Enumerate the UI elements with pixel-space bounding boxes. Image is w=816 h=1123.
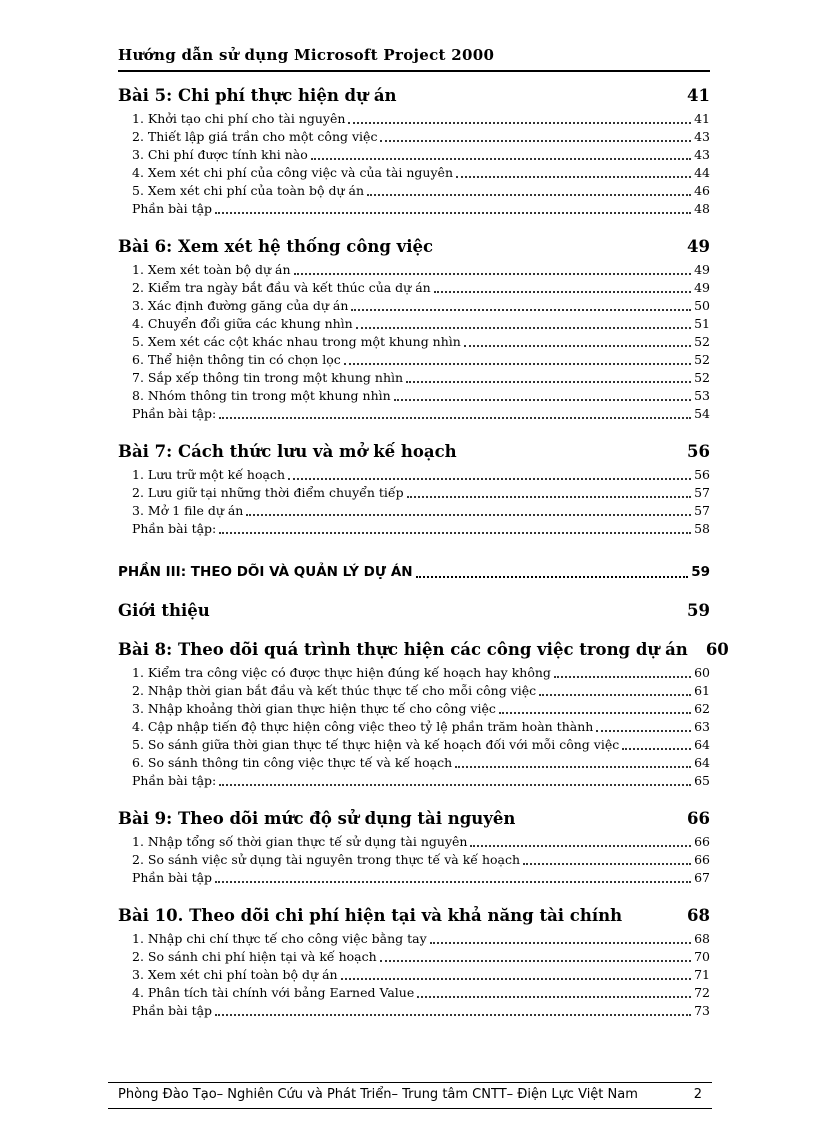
toc-leader-dots [311,158,691,160]
toc-section-heading [118,640,729,660]
toc-item-label: 1. Lưu trữ một kế hoạch [132,467,285,482]
toc-item [118,484,710,502]
toc-item-label: Phần bài tập [132,1003,213,1018]
toc-section [118,640,729,790]
toc-item-page-number: 71 [694,967,710,982]
toc-section-title: Bài 5: Chi phí thực hiện dự án [118,86,397,105]
toc-item [118,333,710,351]
toc-leader-dots [356,327,691,329]
toc-item [118,664,710,682]
footer-text: Phòng Đào Tạo– Nghiên Cứu và Phát Triển– Trung tâm CNTT– Điện Lực Việt Nam [118,1087,638,1102]
toc-item [118,200,710,218]
toc-item-page-number: 63 [694,719,710,734]
toc-leader-dots [294,273,692,275]
toc-leader-dots [380,960,691,962]
toc-leader-dots [351,309,691,311]
toc-section [118,86,710,218]
toc-item-label: 6. So sánh thông tin công việc thực tế và kế hoạch [132,755,453,770]
toc-section-heading [118,601,710,621]
toc-item-page-number: 57 [694,485,710,500]
toc-item [118,718,710,736]
toc-leader-dots [622,748,691,750]
toc-section-page-number: 59 [687,601,710,620]
toc-item-label: Phần bài tập: [132,406,217,421]
toc-section [118,237,710,423]
toc-item-label: Phần bài tập: [132,773,217,788]
toc-section-title: Bài 10. Theo dõi chi phí hiện tại và khả năng tài chính [118,906,623,925]
toc-item [118,984,710,1002]
page-content [118,46,729,1020]
toc-item-label: 5. Xem xét chi phí của toàn bộ dự án [132,183,365,198]
toc-leader-dots [219,784,691,786]
toc-leader-dots [215,881,691,883]
toc-item-label: 2. So sánh việc sử dụng tài nguyên trong thực tế và kế hoạch [132,852,521,867]
toc-section-title: Giới thiệu [118,601,210,620]
toc-item-label: 2. Kiểm tra ngày bắt đầu và kết thúc của dự án [132,280,431,295]
toc-section [118,601,710,621]
toc-leader-dots [434,291,691,293]
toc-leader-dots [470,845,691,847]
toc-item-label: 1. Nhập chi chí thực tế cho công việc bằng tay [132,931,427,946]
toc-item [118,351,710,369]
toc-item-page-number: 54 [694,406,710,421]
toc-item-page-number: 66 [694,852,710,867]
toc-section-title: Bài 7: Cách thức lưu và mở kế hoạch [118,442,457,461]
toc-item [118,146,710,164]
toc-item-page-number: 56 [694,467,710,482]
toc-item [118,164,710,182]
footer-bottom-rule [108,1108,712,1109]
toc-item-page-number: 57 [694,503,710,518]
toc-item-page-number: 51 [694,316,710,331]
toc-leader-dots [215,1014,691,1016]
toc-leader-dots [416,576,689,578]
toc-section-heading [118,442,710,462]
toc-leader-dots [407,496,691,498]
toc-item-page-number: 41 [694,111,710,126]
toc-item-label: 2. So sánh chi phí hiện tại và kế hoạch [132,949,377,964]
toc-item [118,279,710,297]
toc-item-label: 4. Phân tích tài chính với bảng Earned Value [132,985,415,1000]
toc-item-label: 3. Xem xét chi phí toàn bộ dự án [132,967,338,982]
toc-item-label: 8. Nhóm thông tin trong một khung nhìn [132,388,391,403]
toc-leader-dots [219,532,691,534]
toc-leader-dots [246,514,691,516]
toc-item-label: 4. Xem xét chi phí của công việc và của tài nguyên [132,165,453,180]
toc-item-label: 1. Kiểm tra công việc có được thực hiện đúng kế hoạch hay không [132,665,551,680]
toc-leader-dots [430,942,691,944]
toc-item [118,182,710,200]
toc-section [118,562,710,582]
toc-section-heading [118,237,710,257]
page-footer [108,1082,712,1109]
footer-line [108,1083,712,1108]
toc-leader-dots [499,712,691,714]
toc-leader-dots [380,140,691,142]
toc-item [118,754,710,772]
toc-item-label: 6. Thể hiện thông tin có chọn lọc [132,352,341,367]
toc-item-page-number: 64 [694,755,710,770]
toc-item-page-number: 73 [694,1003,710,1018]
toc-section-heading [118,906,710,926]
toc-leader-dots [539,694,691,696]
toc-leader-dots [344,363,691,365]
toc-item [118,851,710,869]
toc-section-page-number: 41 [687,86,710,105]
toc-item [118,869,710,887]
toc-item-label: 1. Khởi tạo chi phí cho tài nguyên [132,111,346,126]
toc-leader-dots [348,122,691,124]
toc-leader-dots [367,194,691,196]
toc-leader-dots [288,478,691,480]
toc-item [118,966,710,984]
toc-item [118,315,710,333]
toc-leader-dots [215,212,691,214]
toc-leader-dots [417,996,691,998]
toc-section-title: Bài 8: Theo dõi quá trình thực hiện các công việc trong dự án [118,640,688,659]
toc-item-label: 3. Mở 1 file dự án [132,503,244,518]
toc-item-page-number: 67 [694,870,710,885]
page-header [118,46,710,72]
toc-item-page-number: 52 [694,370,710,385]
toc-item-page-number: 49 [694,280,710,295]
toc-item-label: 5. Xem xét các cột khác nhau trong một khung nhìn [132,334,461,349]
toc-section-page-number: 59 [691,564,710,580]
toc-item-page-number: 52 [694,334,710,349]
toc-item-label: 7. Sắp xếp thông tin trong một khung nhìn [132,370,404,385]
toc-item-page-number: 64 [694,737,710,752]
toc-item-label: 3. Nhập khoảng thời gian thực hiện thực tế cho công việc [132,701,496,716]
toc-section-page-number: 66 [687,809,710,828]
toc-item-label: 1. Xem xét toàn bộ dự án [132,262,291,277]
toc-item-page-number: 46 [694,183,710,198]
toc-item-label: Phần bài tập [132,201,213,216]
header-rule [118,70,710,72]
toc-item-label: Phần bài tập: [132,521,217,536]
toc-item-label: 1. Nhập tổng số thời gian thực tế sử dụng tài nguyên [132,834,468,849]
toc-item-page-number: 61 [694,683,710,698]
toc-section-heading [118,809,710,829]
toc-item [118,682,710,700]
toc-item [118,1002,710,1020]
toc-section-page-number: 56 [687,442,710,461]
toc-section-title: Bài 9: Theo dõi mức độ sử dụng tài nguyên [118,809,516,828]
toc-item [118,128,710,146]
toc-leader-dots [596,730,691,732]
toc-leader-dots [219,417,691,419]
toc-leader-dots [455,766,691,768]
toc-item-page-number: 65 [694,773,710,788]
toc-item [118,502,710,520]
toc-item-page-number: 43 [694,129,710,144]
toc-item-label: 2. Nhập thời gian bắt đầu và kết thúc thực tế cho mỗi công việc [132,683,537,698]
toc-item-label: Phần bài tập [132,870,213,885]
toc-item-page-number: 68 [694,931,710,946]
toc-leader-dots [394,399,691,401]
toc-leader-dots [464,345,691,347]
header-title: Hướng dẫn sử dụng Microsoft Project 2000 [118,46,495,64]
toc-item-label: 2. Thiết lập giá trần cho một công việc [132,129,378,144]
toc-section [118,442,710,538]
toc-item [118,110,710,128]
toc-item-label: 4. Chuyển đổi giữa các khung nhìn [132,316,353,331]
toc-item-label: 4. Cập nhập tiến độ thực hiện công việc theo tỷ lệ phần trăm hoàn thành [132,719,594,734]
toc-item-label: 2. Lưu giữ tại những thời điểm chuyển tiếp [132,485,404,500]
toc-item [118,948,710,966]
toc-section-title: PHẦN III: THEO DÕI VÀ QUẢN LÝ DỰ ÁN [118,564,413,580]
toc-item-page-number: 48 [694,201,710,216]
toc-leader-dots [406,381,691,383]
toc-item-page-number: 49 [694,262,710,277]
toc-section-heading [118,86,710,106]
toc-item [118,387,710,405]
toc-item-page-number: 50 [694,298,710,313]
toc-item-page-number: 43 [694,147,710,162]
toc-section-title: Bài 6: Xem xét hệ thống công việc [118,237,434,256]
toc-item-page-number: 52 [694,352,710,367]
toc-item-page-number: 66 [694,834,710,849]
toc-item [118,736,710,754]
toc-item [118,297,710,315]
toc-leader-dots [554,676,691,678]
toc-section-page-number: 60 [705,640,729,659]
toc-item [118,930,710,948]
toc-item-page-number: 72 [694,985,710,1000]
toc-section-page-number: 49 [687,237,710,256]
toc-item [118,700,710,718]
toc-item [118,520,710,538]
toc-item-page-number: 58 [694,521,710,536]
toc-item [118,833,710,851]
toc-section-page-number: 68 [687,906,710,925]
toc-item-label: 5. So sánh giữa thời gian thực tế thực hiện và kế hoạch đối với mỗi công việc [132,737,620,752]
toc-item-label: 3. Xác định đường găng của dự án [132,298,349,313]
toc-item-page-number: 44 [694,165,710,180]
toc-section [118,906,710,1020]
toc-item [118,369,710,387]
toc-section [118,809,710,887]
toc-leader-dots [456,176,691,178]
toc-leader-dots [523,863,691,865]
toc-item [118,261,710,279]
toc-item-page-number: 53 [694,388,710,403]
toc-item-page-number: 60 [694,665,710,680]
toc-item [118,466,710,484]
toc-item-label: 3. Chi phí được tính khi nào [132,147,308,162]
toc-section-heading [118,562,710,582]
table-of-contents [118,86,729,1020]
toc-leader-dots [341,978,692,980]
toc-item [118,772,710,790]
footer-page-number: 2 [693,1087,702,1102]
toc-item-page-number: 62 [694,701,710,716]
toc-item-page-number: 70 [694,949,710,964]
toc-item [118,405,710,423]
